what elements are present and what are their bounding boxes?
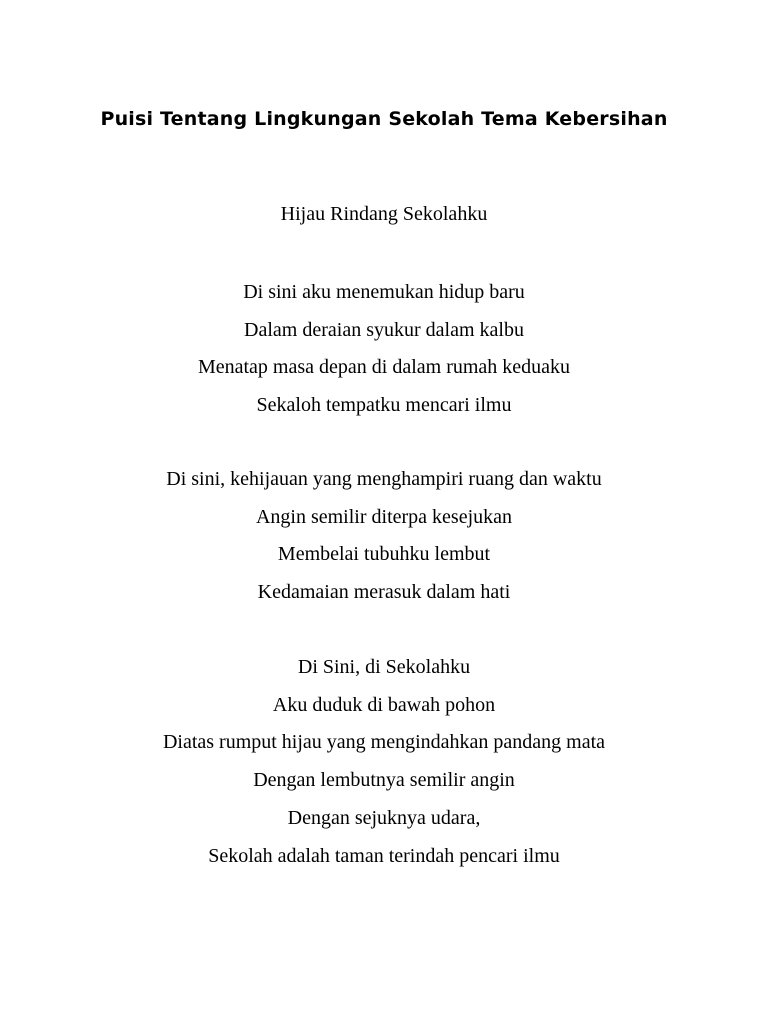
poem-line: Angin semilir diterpa kesejukan xyxy=(255,505,513,528)
poem-stanza-1 xyxy=(0,274,768,425)
poem-line: Sekolah adalah taman terindah pencari ilmu xyxy=(208,844,560,867)
poem-line: Membelai tubuhku lembut xyxy=(277,543,491,566)
poem-stanza-3 xyxy=(0,649,768,875)
poem-line: Di sini, kehijauan yang menghampiri ruang dan waktu xyxy=(166,468,602,490)
poem-line: Dengan lembutnya semilir angin xyxy=(253,769,515,792)
poem-line: Di Sini, di Sekolahku xyxy=(297,656,471,678)
poem-stanza-2 xyxy=(0,461,768,612)
poem-line: Di sini aku menemukan hidup baru xyxy=(243,281,525,303)
poem-line: Aku duduk di bawah pohon xyxy=(272,693,496,716)
poem-line: Kedamaian merasuk dalam hati xyxy=(257,581,511,604)
poem-line: Dalam deraian syukur dalam kalbu xyxy=(244,318,524,341)
poem-line: Sekaloh tempatku mencari ilmu xyxy=(256,394,512,417)
poem-line: Diatas rumput hijau yang mengindahkan pandang mata xyxy=(162,731,606,754)
document-heading: Puisi Tentang Lingkungan Sekolah Tema Kebersihan xyxy=(100,108,668,130)
poem-line: Menatap masa depan di dalam rumah keduaku xyxy=(197,356,571,379)
poem-title: Hijau Rindang Sekolahku xyxy=(280,203,488,225)
poem-line: Dengan sejuknya udara, xyxy=(287,806,481,829)
